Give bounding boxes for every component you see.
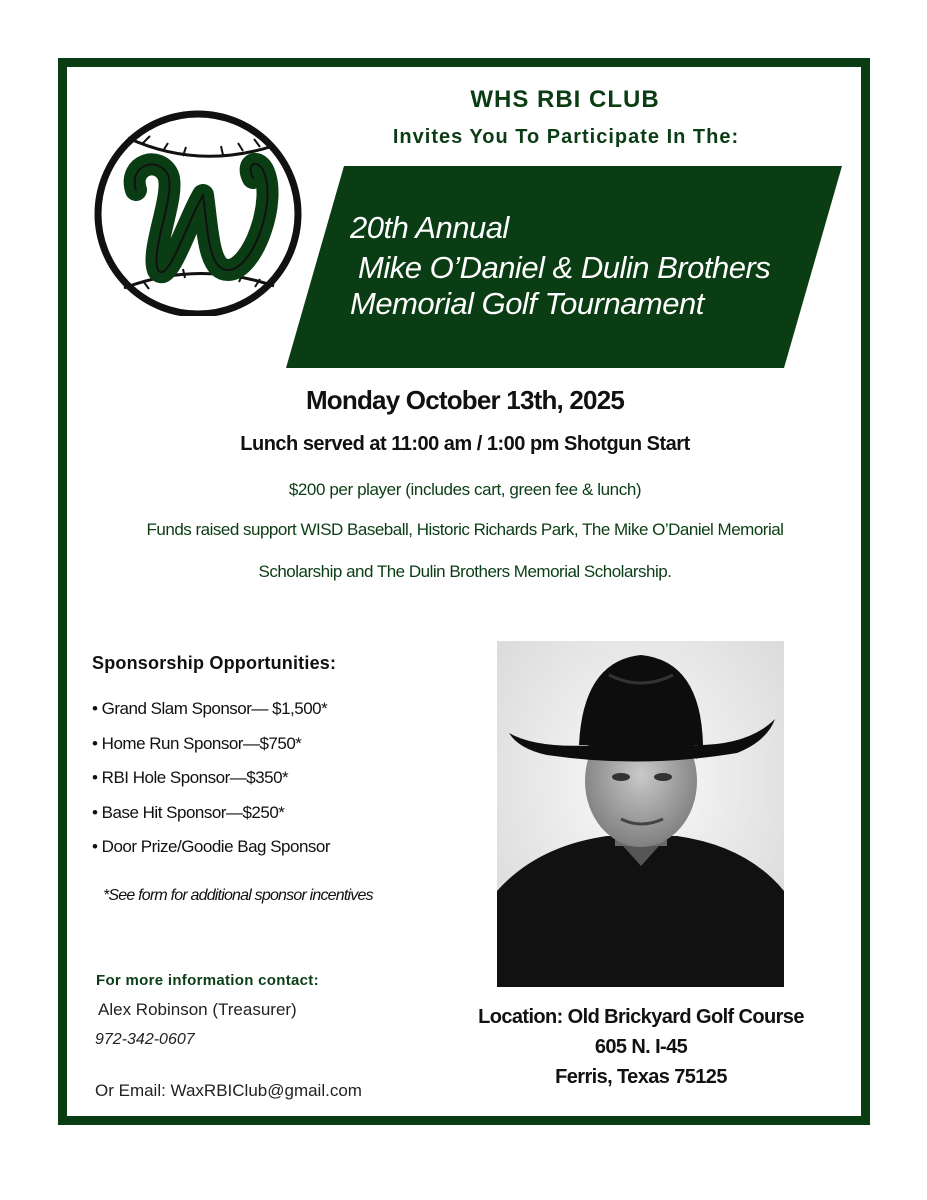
sponsor-item-grand-slam: • Grand Slam Sponsor— $1,500* <box>92 699 328 718</box>
invite-line: Invites You To Participate In The: <box>392 126 740 148</box>
contact-name: Alex Robinson (Treasurer) <box>98 1000 297 1019</box>
funds-text-line-1: Funds raised support WISD Baseball, Historic Richards Park, The Mike O’Daniel Memorial <box>146 520 784 539</box>
memorial-portrait-photo <box>497 641 784 987</box>
sponsor-item-rbi-hole: • RBI Hole Sponsor—$350* <box>92 768 289 787</box>
event-price: $200 per player (includes cart, green fee & lunch) <box>288 480 642 499</box>
event-schedule: Lunch served at 11:00 am / 1:00 pm Shotgun Start <box>240 433 690 455</box>
sponsor-item-door-prize: • Door Prize/Goodie Bag Sponsor <box>92 837 331 856</box>
contact-email: Or Email: WaxRBIClub@gmail.com <box>95 1081 362 1100</box>
contact-heading: For more information contact: <box>96 972 319 989</box>
sponsorship-list <box>92 698 330 871</box>
location-city: Ferris, Texas 75125 <box>555 1066 727 1088</box>
sponsorship-heading: Sponsorship Opportunities: <box>92 653 337 673</box>
sponsor-item-base-hit: • Base Hit Sponsor—$250* <box>92 802 285 822</box>
contact-phone: 972-342-0607 <box>95 1031 195 1048</box>
banner-line-1: 20th Annual <box>350 210 509 245</box>
event-date: Monday October 13th, 2025 <box>305 385 625 415</box>
funds-text-line-2: Scholarship and The Dulin Brothers Memorial Scholarship. <box>258 562 672 581</box>
banner-line-3: Memorial Golf Tournament <box>350 286 704 321</box>
sponsor-item-home-run: • Home Run Sponsor—$750* <box>92 733 302 753</box>
location-name: Location: Old Brickyard Golf Course <box>478 1006 804 1028</box>
location-street: 605 N. I-45 <box>594 1036 688 1058</box>
banner-line-2: Mike O’Daniel & Dulin Brothers <box>358 250 771 285</box>
sponsor-note: *See form for additional sponsor incentives <box>103 887 373 904</box>
org-name: WHS RBI CLUB <box>470 86 660 113</box>
